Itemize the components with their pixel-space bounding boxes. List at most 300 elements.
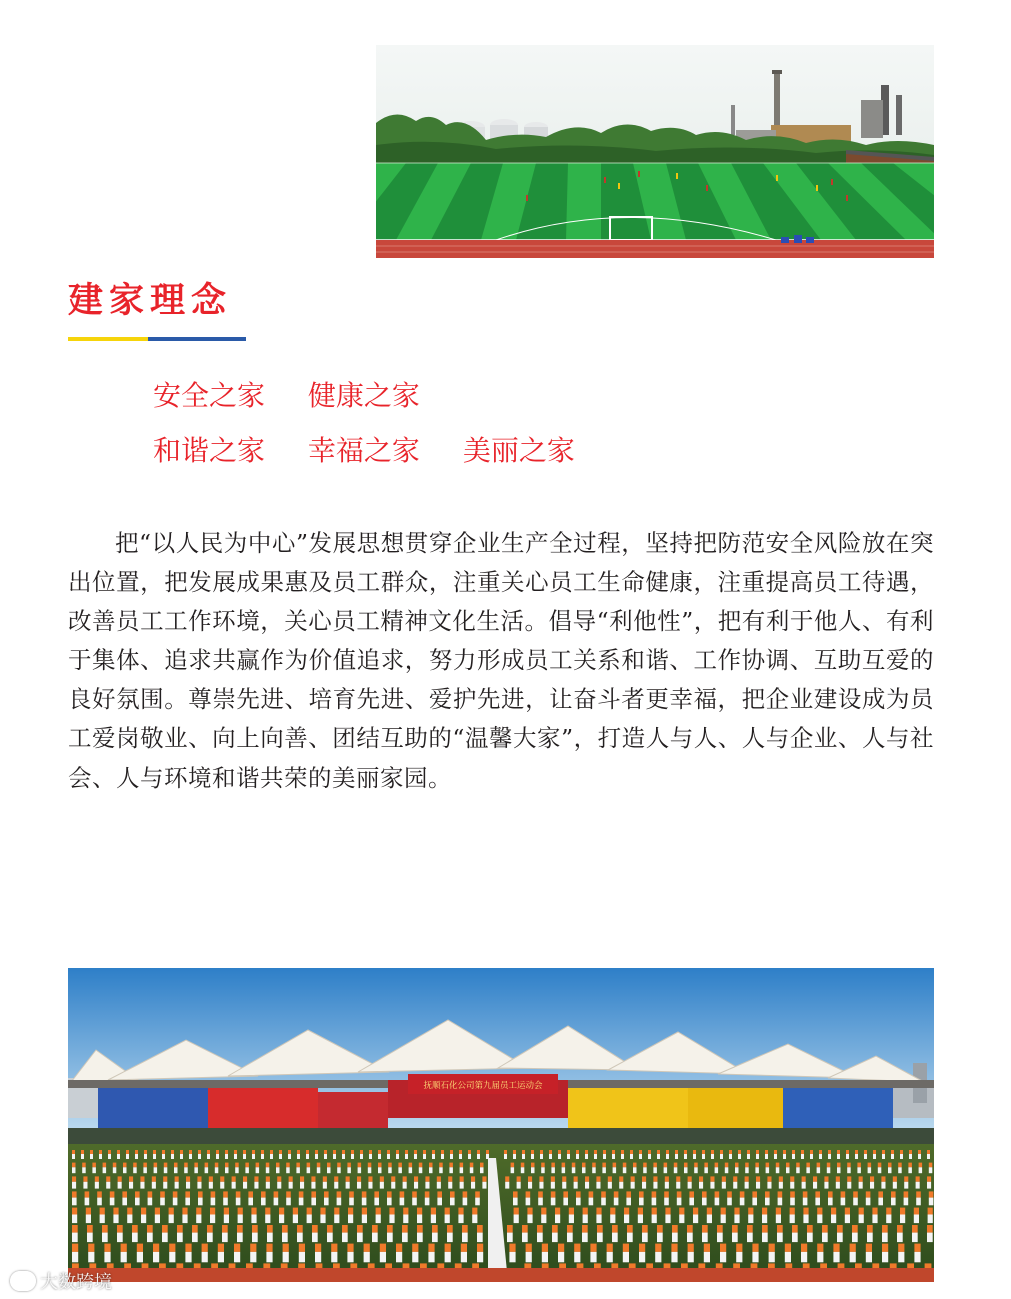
marcher-legs	[558, 1154, 561, 1159]
marcher-figure	[470, 1163, 474, 1168]
marcher-figure	[813, 1176, 817, 1181]
marcher-legs	[766, 1167, 770, 1173]
marcher-legs	[727, 1198, 732, 1206]
marcher-legs	[432, 1233, 438, 1243]
marcher-figure	[792, 1150, 795, 1154]
marcher-legs	[342, 1233, 348, 1243]
marcher-legs	[85, 1198, 90, 1206]
marcher-figure	[928, 1208, 933, 1215]
marcher-legs	[232, 1182, 236, 1189]
marcher-figure	[688, 1176, 692, 1181]
marcher-legs	[567, 1154, 570, 1159]
marcher-legs	[558, 1252, 564, 1262]
marcher-legs	[90, 1154, 93, 1159]
marcher-legs	[477, 1252, 483, 1262]
marcher-legs	[912, 1233, 918, 1243]
marcher-figure	[574, 1244, 580, 1252]
marcher-legs	[403, 1215, 408, 1224]
marcher-legs	[878, 1198, 883, 1206]
marcher-legs	[372, 1233, 378, 1243]
marcher-legs	[82, 1167, 86, 1173]
marcher-legs	[152, 1182, 156, 1189]
marcher-legs	[729, 1154, 732, 1159]
marcher-figure	[349, 1191, 354, 1197]
marcher-legs	[657, 1154, 660, 1159]
marcher-figure	[833, 1244, 839, 1252]
marcher-figure	[914, 1208, 919, 1215]
slogan-harmonious-home: 和谐之家	[153, 434, 266, 467]
marcher-legs	[704, 1252, 710, 1262]
marcher-figure	[704, 1163, 708, 1168]
marcher-figure	[103, 1163, 107, 1168]
marcher-legs	[243, 1182, 247, 1189]
marcher-legs	[740, 1198, 745, 1206]
marcher-figure	[254, 1176, 258, 1181]
marcher-figure	[614, 1191, 619, 1197]
marcher-figure	[610, 1208, 615, 1215]
marcher-legs	[596, 1215, 601, 1224]
marcher-legs	[180, 1154, 183, 1159]
marcher-legs	[437, 1182, 441, 1189]
section-title: 建家理念	[68, 281, 233, 321]
marcher-legs	[777, 1233, 783, 1243]
marcher-legs	[509, 1252, 515, 1262]
marcher-legs	[88, 1252, 94, 1262]
marcher-legs	[419, 1167, 423, 1173]
marcher-legs	[666, 1154, 669, 1159]
marcher-figure	[225, 1150, 228, 1154]
marcher-figure	[526, 1244, 532, 1252]
marcher-figure	[725, 1163, 729, 1168]
marcher-figure	[817, 1244, 823, 1252]
marcher-legs	[722, 1182, 726, 1189]
marcher-figure	[867, 1225, 873, 1233]
marcher-figure	[567, 1150, 570, 1154]
marcher-figure	[762, 1208, 767, 1215]
marcher-figure	[882, 1150, 885, 1154]
marcher-legs	[909, 1154, 912, 1159]
marcher-figure	[225, 1163, 229, 1168]
marcher-figure	[631, 1176, 635, 1181]
marcher-legs	[450, 1198, 455, 1206]
marcher-figure	[522, 1150, 525, 1154]
marcher-figure	[824, 1176, 828, 1181]
marcher-legs	[368, 1182, 372, 1189]
marcher-figure	[182, 1208, 187, 1215]
marcher-figure	[300, 1176, 304, 1181]
marcher-figure	[601, 1191, 606, 1197]
marcher-figure	[207, 1150, 210, 1154]
marcher-figure	[72, 1208, 77, 1215]
marcher-figure	[396, 1150, 399, 1154]
marcher-legs	[380, 1182, 384, 1189]
marcher-legs	[881, 1182, 885, 1189]
marcher-figure	[160, 1191, 165, 1197]
marcher-figure	[106, 1176, 110, 1181]
marcher-figure	[552, 1225, 558, 1233]
marcher-figure	[873, 1150, 876, 1154]
marcher-legs	[448, 1182, 452, 1189]
marcher-figure	[893, 1176, 897, 1181]
marcher-legs	[369, 1154, 372, 1159]
marcher-legs	[265, 1215, 270, 1224]
marcher-legs	[155, 1215, 160, 1224]
marcher-figure	[801, 1244, 807, 1252]
marcher-figure	[419, 1163, 423, 1168]
marcher-legs	[747, 1154, 750, 1159]
marcher-figure	[803, 1191, 808, 1197]
marcher-figure	[92, 1163, 96, 1168]
marcher-figure	[783, 1150, 786, 1154]
marcher-figure	[704, 1244, 710, 1252]
marcher-legs	[189, 1154, 192, 1159]
marcher-figure	[612, 1225, 618, 1233]
marcher-figure	[374, 1191, 379, 1197]
marcher-legs	[347, 1252, 353, 1262]
marcher-legs	[245, 1167, 249, 1173]
marcher-legs	[445, 1215, 450, 1224]
marcher-figure	[293, 1208, 298, 1215]
marcher-figure	[891, 1191, 896, 1197]
marcher-figure	[806, 1163, 810, 1168]
body-paragraph: 把“以人民为中心”发展思想贯穿企业生产全过程，坚持把防范安全风险放在突出位置，把发展成果惠及员工群众，注重关心员工生命健康，注重提高员工待遇，改善员工工作环境，关心员工精神文化生活。倡导“利他性”，把有利于他人、有利于集体、追求共赢作为价值追求，努力形成员工关系和谐、工作协调、互助互爱的良好氛围。尊崇先进、培育先进、爱护先进，让奋斗者更幸福，把企业建设成为员工爱岗敬业、向上向善、团结互助的“温馨大家”，打造人与人、人与企业、人与社会、人与环境和谐共荣的美丽家园。	[68, 529, 934, 792]
marcher-legs	[929, 1198, 934, 1206]
marcher-figure	[202, 1244, 208, 1252]
marcher-legs	[769, 1252, 775, 1262]
marcher-legs	[541, 1215, 546, 1224]
marcher-legs	[664, 1198, 669, 1206]
marcher-figure	[929, 1163, 933, 1168]
marcher-figure	[672, 1225, 678, 1233]
marcher-legs	[83, 1182, 87, 1189]
marcher-legs	[893, 1182, 897, 1189]
marcher-legs	[627, 1233, 633, 1243]
marcher-figure	[707, 1208, 712, 1215]
marcher-legs	[209, 1182, 213, 1189]
marcher-legs	[141, 1215, 146, 1224]
marcher-legs	[387, 1198, 392, 1206]
marcher-legs	[817, 1252, 823, 1262]
marcher-figure	[710, 1176, 714, 1181]
marcher-legs	[261, 1198, 266, 1206]
marcher-figure	[289, 1176, 293, 1181]
marcher-figure	[513, 1150, 516, 1154]
marcher-legs	[380, 1252, 386, 1262]
marcher-legs	[870, 1182, 874, 1189]
marcher-figure	[432, 1225, 438, 1233]
marcher-figure	[72, 1150, 75, 1154]
marcher-legs	[807, 1233, 813, 1243]
marcher-figure	[717, 1225, 723, 1233]
marcher-legs	[756, 1182, 760, 1189]
title-underline-yellow	[68, 337, 148, 341]
marcher-figure	[796, 1163, 800, 1168]
marcher-legs	[185, 1252, 191, 1262]
marcher-legs	[129, 1182, 133, 1189]
marcher-figure	[82, 1163, 86, 1168]
marcher-figure	[414, 1176, 418, 1181]
marcher-legs	[458, 1215, 463, 1224]
marcher-figure	[674, 1163, 678, 1168]
marcher-legs	[266, 1252, 272, 1262]
marcher-figure	[417, 1208, 422, 1215]
marcher-legs	[104, 1252, 110, 1262]
marcher-figure	[702, 1191, 707, 1197]
marcher-figure	[747, 1150, 750, 1154]
marcher-figure	[468, 1150, 471, 1154]
marcher-legs	[351, 1154, 354, 1159]
marcher-figure	[171, 1150, 174, 1154]
marcher-figure	[85, 1191, 90, 1197]
marcher-legs	[507, 1233, 513, 1243]
marcher-legs	[596, 1182, 600, 1189]
marcher-figure	[144, 1150, 147, 1154]
marcher-figure	[458, 1208, 463, 1215]
marcher-figure	[198, 1191, 203, 1197]
marcher-legs	[779, 1182, 783, 1189]
marcher-legs	[815, 1198, 820, 1206]
marcher-legs	[631, 1182, 635, 1189]
marcher-figure	[853, 1191, 858, 1197]
marcher-legs	[613, 1167, 617, 1173]
marcher-legs	[307, 1215, 312, 1224]
marcher-legs	[218, 1252, 224, 1262]
marcher-figure	[727, 1191, 732, 1197]
marcher-legs	[127, 1215, 132, 1224]
marcher-legs	[614, 1198, 619, 1206]
marcher-figure	[919, 1163, 923, 1168]
marcher-figure	[888, 1163, 892, 1168]
marcher-legs	[774, 1154, 777, 1159]
marcher-legs	[537, 1233, 543, 1243]
marcher-figure	[857, 1163, 861, 1168]
marcher-figure	[234, 1150, 237, 1154]
marcher-figure	[403, 1208, 408, 1215]
marcher-legs	[699, 1182, 703, 1189]
marcher-legs	[855, 1154, 858, 1159]
marcher-legs	[569, 1215, 574, 1224]
marcher-figure	[286, 1163, 290, 1168]
marcher-legs	[664, 1167, 668, 1173]
marcher-legs	[403, 1182, 407, 1189]
marcher-legs	[528, 1182, 532, 1189]
marcher-figure	[162, 1225, 168, 1233]
marcher-figure	[929, 1191, 934, 1197]
marcher-figure	[868, 1163, 872, 1168]
marcher-legs	[765, 1154, 768, 1159]
marcher-figure	[110, 1191, 115, 1197]
marcher-figure	[777, 1225, 783, 1233]
marcher-figure	[655, 1244, 661, 1252]
marcher-figure	[756, 1150, 759, 1154]
marcher-legs	[521, 1167, 525, 1173]
marcher-legs	[562, 1182, 566, 1189]
marcher-figure	[732, 1225, 738, 1233]
marcher-legs	[162, 1154, 165, 1159]
marcher-figure	[633, 1163, 637, 1168]
marcher-legs	[776, 1167, 780, 1173]
marcher-legs	[688, 1182, 692, 1189]
marcher-figure	[904, 1176, 908, 1181]
marcher-legs	[567, 1233, 573, 1243]
marcher-legs	[396, 1252, 402, 1262]
marcher-figure	[184, 1163, 188, 1168]
marcher-figure	[817, 1208, 822, 1215]
marcher-legs	[778, 1198, 783, 1206]
marcher-figure	[642, 1176, 646, 1181]
marcher-legs	[312, 1233, 318, 1243]
marcher-figure	[817, 1163, 821, 1168]
marcher-figure	[807, 1225, 813, 1233]
marcher-figure	[689, 1191, 694, 1197]
marcher-legs	[425, 1198, 430, 1206]
marcher-legs	[824, 1182, 828, 1189]
marcher-figure	[364, 1244, 370, 1252]
marcher-legs	[827, 1167, 831, 1173]
marcher-legs	[144, 1154, 147, 1159]
marcher-legs	[447, 1233, 453, 1243]
marcher-figure	[740, 1191, 745, 1197]
marcher-legs	[311, 1198, 316, 1206]
marcher-legs	[633, 1167, 637, 1173]
marcher-legs	[185, 1198, 190, 1206]
marcher-legs	[211, 1198, 216, 1206]
marcher-legs	[582, 1233, 588, 1243]
marcher-figure	[251, 1208, 256, 1215]
marcher-figure	[569, 1208, 574, 1215]
marcher-figure	[627, 1225, 633, 1233]
marcher-figure	[776, 1208, 781, 1215]
marcher-figure	[720, 1150, 723, 1154]
marcher-figure	[541, 1163, 545, 1168]
marcher-figure	[141, 1208, 146, 1215]
marcher-legs	[182, 1215, 187, 1224]
marcher-legs	[693, 1154, 696, 1159]
marcher-figure	[878, 1191, 883, 1197]
marcher-legs	[449, 1167, 453, 1173]
marcher-legs	[653, 1182, 657, 1189]
marcher-figure	[299, 1244, 305, 1252]
marcher-legs	[463, 1198, 468, 1206]
marcher-legs	[738, 1154, 741, 1159]
marcher-figure	[774, 1150, 777, 1154]
marcher-legs	[482, 1182, 486, 1189]
marcher-legs	[756, 1154, 759, 1159]
marcher-figure	[450, 1150, 453, 1154]
marcher-figure	[666, 1150, 669, 1154]
marcher-figure	[619, 1176, 623, 1181]
marcher-legs	[785, 1252, 791, 1262]
marcher-figure	[699, 1176, 703, 1181]
marcher-legs	[828, 1198, 833, 1206]
marcher-figure	[596, 1208, 601, 1215]
marcher-legs	[266, 1167, 270, 1173]
marcher-figure	[198, 1150, 201, 1154]
marcher-legs	[429, 1167, 433, 1173]
marcher-figure	[551, 1176, 555, 1181]
marcher-figure	[859, 1176, 863, 1181]
marcher-legs	[323, 1182, 327, 1189]
marcher-figure	[653, 1176, 657, 1181]
marcher-figure	[607, 1244, 613, 1252]
marcher-legs	[517, 1182, 521, 1189]
marcher-figure	[252, 1150, 255, 1154]
marcher-legs	[267, 1233, 273, 1243]
marcher-figure	[900, 1208, 905, 1215]
marcher-legs	[765, 1198, 770, 1206]
marcher-legs	[859, 1215, 864, 1224]
marcher-legs	[704, 1167, 708, 1173]
marcher-legs	[113, 1215, 118, 1224]
marcher-figure	[846, 1150, 849, 1154]
marcher-figure	[897, 1225, 903, 1233]
marcher-figure	[261, 1191, 266, 1197]
marcher-figure	[403, 1176, 407, 1181]
marcher-legs	[752, 1198, 757, 1206]
marcher-figure	[380, 1244, 386, 1252]
marcher-figure	[675, 1150, 678, 1154]
marcher-legs	[914, 1252, 920, 1262]
marcher-figure	[747, 1225, 753, 1233]
marcher-legs	[196, 1215, 201, 1224]
marcher-figure	[306, 1150, 309, 1154]
marcher-figure	[265, 1208, 270, 1215]
marcher-legs	[432, 1154, 435, 1159]
marcher-legs	[720, 1154, 723, 1159]
marcher-figure	[585, 1176, 589, 1181]
marcher-legs	[97, 1198, 102, 1206]
slogan-safe-home: 安全之家	[153, 379, 266, 412]
marcher-figure	[827, 1163, 831, 1168]
marcher-figure	[211, 1191, 216, 1197]
marcher-figure	[333, 1150, 336, 1154]
marcher-figure	[362, 1208, 367, 1215]
marcher-figure	[558, 1150, 561, 1154]
marcher-legs	[576, 1154, 579, 1159]
marcher-legs	[223, 1198, 228, 1206]
marcher-legs	[674, 1167, 678, 1173]
marcher-figure	[412, 1191, 417, 1197]
marcher-figure	[785, 1244, 791, 1252]
marcher-figure	[279, 1150, 282, 1154]
marcher-figure	[694, 1163, 698, 1168]
marcher-legs	[514, 1215, 519, 1224]
marcher-legs	[762, 1233, 768, 1243]
marcher-figure	[72, 1225, 78, 1233]
marcher-figure	[192, 1225, 198, 1233]
marcher-legs	[929, 1167, 933, 1173]
marcher-legs	[441, 1154, 444, 1159]
marcher-figure	[612, 1150, 615, 1154]
marcher-figure	[368, 1163, 372, 1168]
marcher-figure	[624, 1208, 629, 1215]
marcher-figure	[331, 1244, 337, 1252]
marcher-legs	[106, 1182, 110, 1189]
marcher-figure	[437, 1191, 442, 1197]
marcher-figure	[766, 1163, 770, 1168]
marcher-legs	[462, 1233, 468, 1243]
marcher-legs	[653, 1167, 657, 1173]
marcher-legs	[904, 1198, 909, 1206]
marcher-figure	[402, 1225, 408, 1233]
marcher-legs	[225, 1167, 229, 1173]
marcher-legs	[431, 1215, 436, 1224]
marcher-legs	[160, 1198, 165, 1206]
marcher-legs	[480, 1167, 484, 1173]
marcher-figure	[320, 1208, 325, 1215]
marcher-legs	[234, 1154, 237, 1159]
marcher-legs	[619, 1182, 623, 1189]
